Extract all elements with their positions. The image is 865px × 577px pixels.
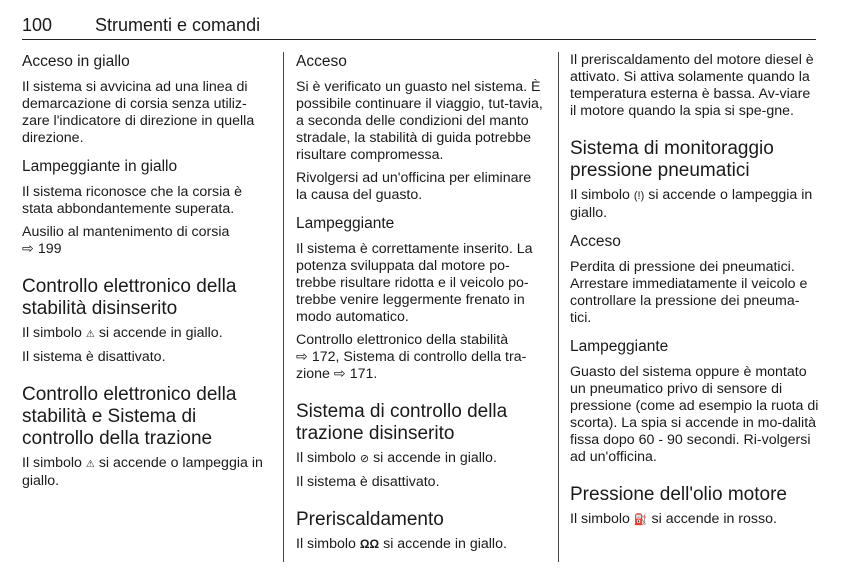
traction-off-icon: ⊘ bbox=[359, 453, 370, 465]
esc-off-icon: ⚠ bbox=[85, 329, 95, 340]
text: Il simbolo bbox=[22, 325, 82, 341]
reference-page: 171. bbox=[349, 366, 378, 382]
text: si accende o lampeggia in giallo. bbox=[570, 187, 813, 221]
subsection-title: Acceso bbox=[570, 233, 621, 250]
paragraph bbox=[570, 511, 820, 529]
paragraph: Il preriscaldamento del motore diesel è attivato. Si attiva solamente quando la temperatura esterna è bassa. Av-viare il motore quando la spia si spe-gne. bbox=[570, 52, 814, 119]
page-ref-arrow-icon: ⇨ bbox=[296, 349, 308, 365]
paragraph: Il sistema è disattivato. bbox=[296, 474, 440, 490]
reference-text: Ausilio al mantenimento di corsia bbox=[22, 224, 230, 240]
oil-pressure-icon: ⛽ bbox=[633, 514, 648, 526]
section-heading: Sistema di controllo della trazione disinserito bbox=[296, 401, 508, 444]
reference-page: 172, Sistema di controllo della tra-zione bbox=[296, 349, 527, 382]
subsection-title: Acceso in giallo bbox=[22, 53, 130, 70]
page-number: 100 bbox=[22, 15, 53, 35]
paragraph: Il sistema riconosce che la corsia è stata abbondantemente superata. bbox=[22, 184, 242, 217]
page-title: Strumenti e comandi bbox=[95, 15, 261, 35]
reference-page: 199 bbox=[37, 241, 62, 257]
section-heading: Pressione dell'olio motore bbox=[570, 484, 787, 505]
subsection-title: Acceso bbox=[296, 53, 347, 70]
paragraph: Il sistema è disattivato. bbox=[22, 349, 166, 365]
section-heading: Controllo elettronico della stabilità disinserito bbox=[22, 276, 237, 319]
text: si accende in giallo. bbox=[98, 325, 223, 341]
section-heading: Sistema di monitoraggio pressione pneumatici bbox=[570, 138, 774, 181]
text: Il simbolo bbox=[570, 511, 630, 527]
text: Il simbolo bbox=[296, 450, 356, 466]
tire-pressure-icon: (!) bbox=[633, 190, 645, 202]
text: Il simbolo bbox=[22, 455, 82, 471]
paragraph bbox=[22, 325, 270, 343]
glow-plug-icon: ΩΩ bbox=[359, 537, 380, 551]
column-divider bbox=[283, 52, 284, 562]
cross-reference bbox=[22, 224, 270, 258]
paragraph: Il sistema si avvicina ad una linea di demarcazione di corsia senza utiliz-zare l'indicatore di direzione in quella direzione. bbox=[22, 79, 255, 146]
section-heading: Preriscaldamento bbox=[296, 509, 444, 530]
text: Il simbolo bbox=[296, 536, 356, 552]
cross-reference bbox=[296, 332, 546, 383]
text: si accende in giallo. bbox=[383, 536, 507, 552]
section-heading: Controllo elettronico della stabilità e Sistema di controllo della trazione bbox=[22, 384, 237, 449]
text: si accende in giallo. bbox=[373, 450, 497, 466]
page-header bbox=[22, 13, 816, 40]
paragraph: Il sistema è correttamente inserito. La potenza sviluppata dal motore po-trebbe risultare ridotta e il veicolo po-trebbe venire leggermente frenato in modo automatico. bbox=[296, 241, 533, 325]
column-3 bbox=[570, 52, 820, 535]
subsection-title: Lampeggiante bbox=[570, 338, 669, 355]
paragraph bbox=[570, 187, 820, 222]
paragraph bbox=[22, 455, 270, 490]
esc-tc-icon: ⚠ bbox=[85, 459, 95, 470]
column-divider bbox=[558, 52, 559, 562]
paragraph: Guasto del sistema oppure è montato un pneumatico privo di sensore di pressione (come ad esempio la ruota di scorta). La spia si accende in mo-dalità fissa dopo 60 - 90 secondi. Ri-volgersi ad un'officina. bbox=[570, 364, 819, 465]
reference-text: Controllo elettronico della stabilità bbox=[296, 332, 509, 348]
paragraph: Si è verificato un guasto nel sistema. È possibile continuare il viaggio, tut-tavia, a seconda delle condizioni del manto stradale, la stabilità di guida potrebbe risultare compromessa. bbox=[296, 79, 543, 163]
page-ref-arrow-icon: ⇨ bbox=[22, 241, 34, 257]
page-ref-arrow-icon: ⇨ bbox=[333, 366, 346, 382]
column-2 bbox=[296, 52, 546, 559]
text: si accende in rosso. bbox=[651, 511, 777, 527]
text: si accende o lampeggia in giallo. bbox=[22, 455, 263, 489]
paragraph: Rivolgersi ad un'officina per eliminare la causa del guasto. bbox=[296, 170, 532, 203]
paragraph: Perdita di pressione dei pneumatici. Arrestare immediatamente il veicolo e controllare la pressione dei pneuma-tici. bbox=[570, 259, 808, 326]
subsection-title: Lampeggiante in giallo bbox=[22, 158, 178, 175]
text: Il simbolo bbox=[570, 187, 630, 203]
paragraph bbox=[296, 450, 546, 468]
column-1 bbox=[22, 52, 270, 496]
paragraph bbox=[296, 536, 546, 553]
subsection-title: Lampeggiante bbox=[296, 215, 395, 232]
